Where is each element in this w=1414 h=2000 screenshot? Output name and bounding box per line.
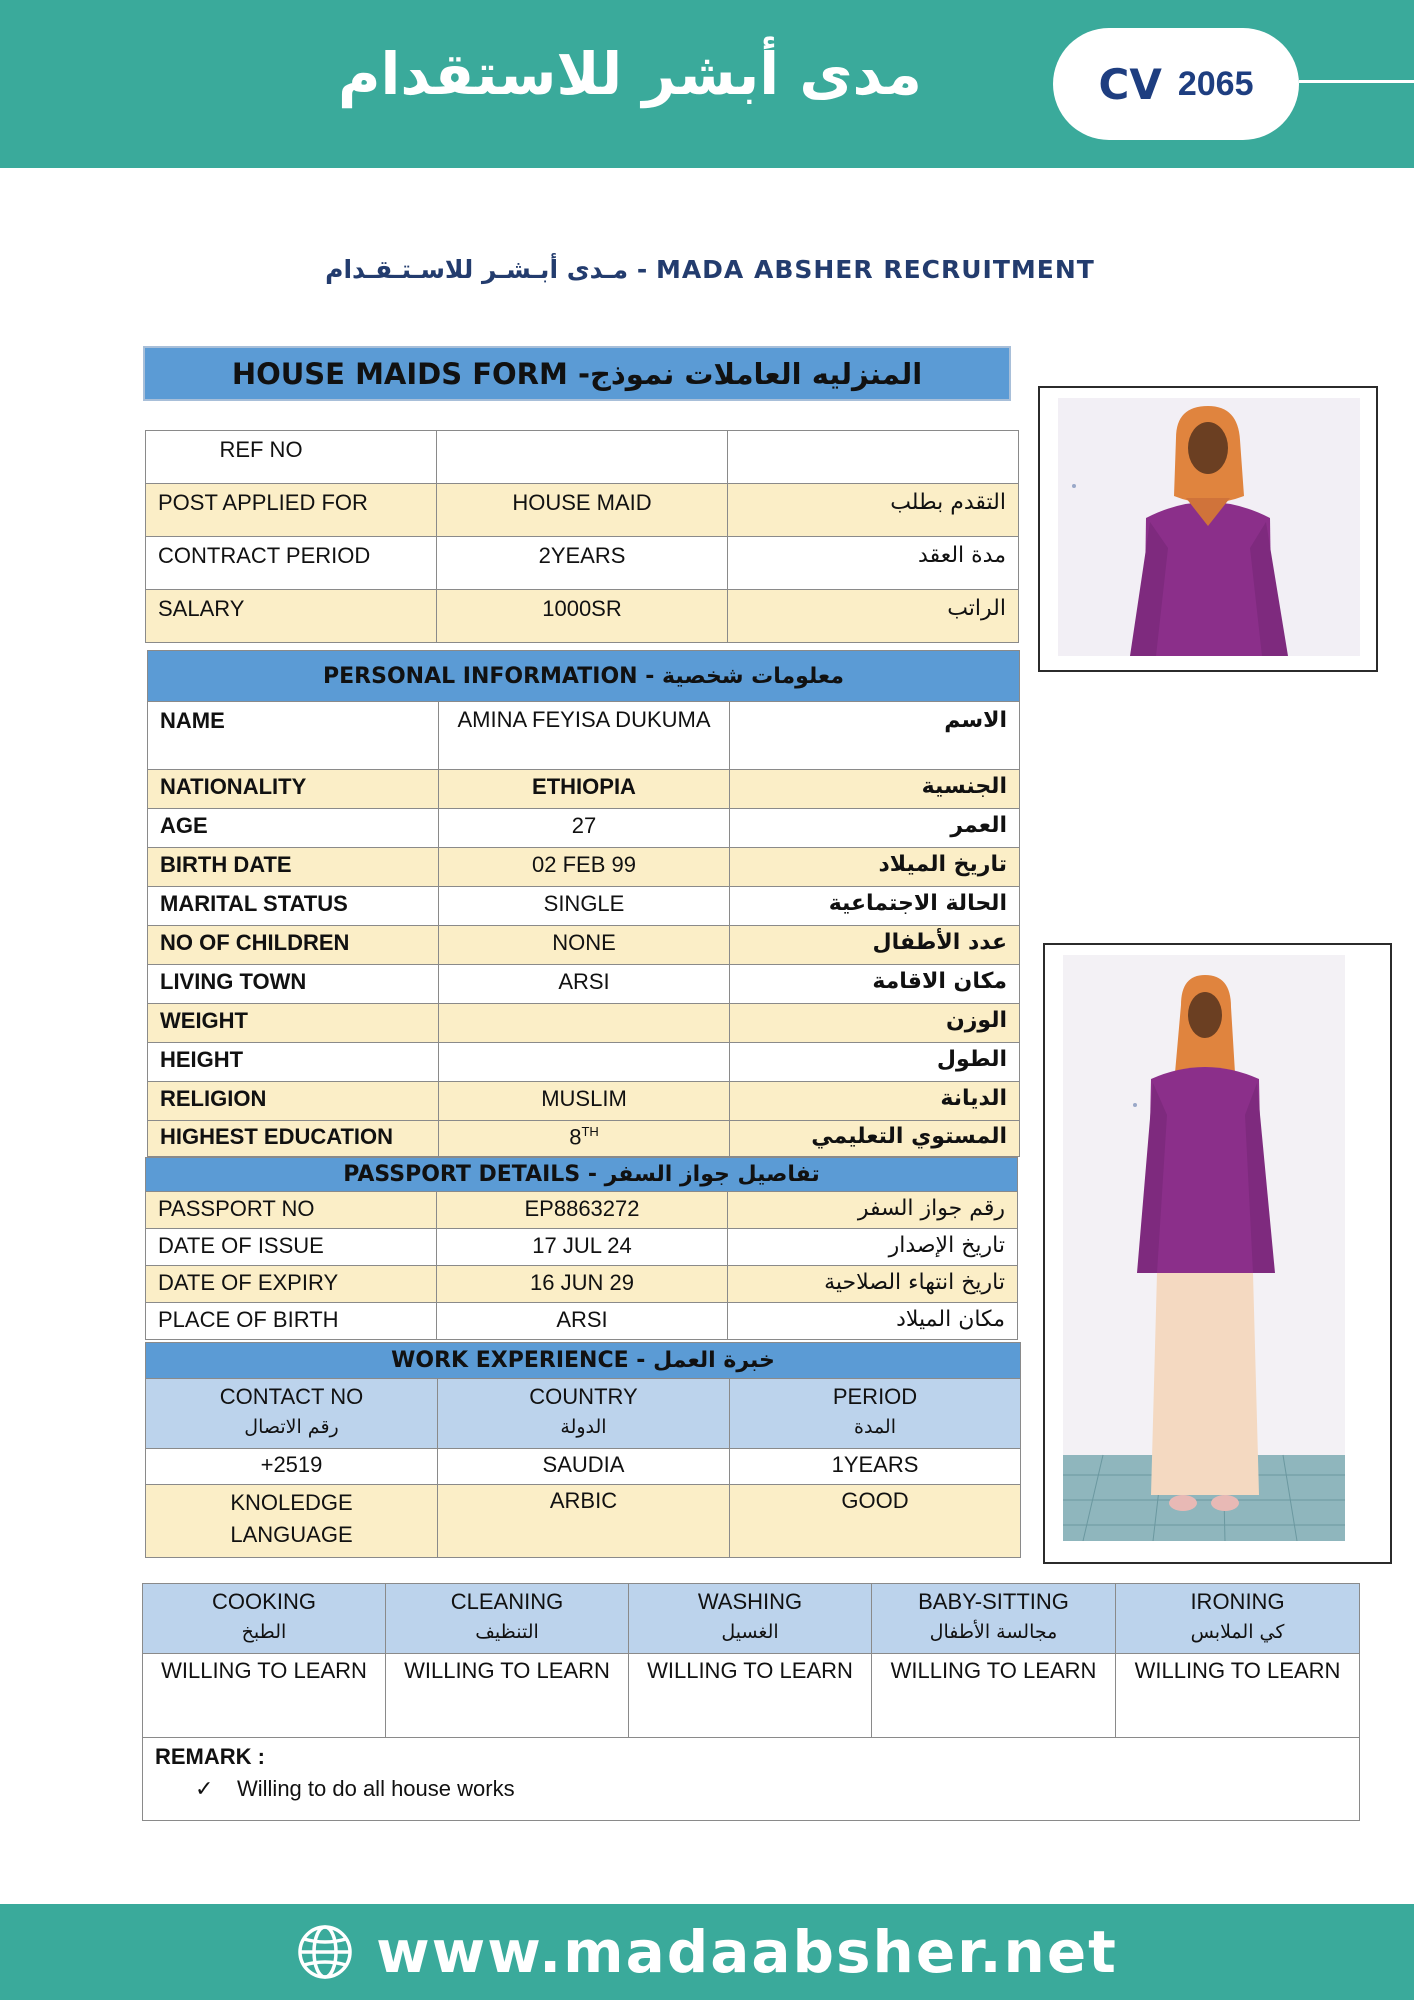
salary-value: 1000SR	[437, 590, 728, 643]
weight-ar: الوزن	[730, 1004, 1020, 1043]
remark-cell	[143, 1738, 1360, 1821]
birth-place-ar: مكان الميلاد	[728, 1303, 1018, 1340]
skill-babysitting-en: BABY-SITTING	[918, 1589, 1069, 1614]
header-divider	[1299, 80, 1414, 83]
issue-date-label: DATE OF ISSUE	[146, 1229, 437, 1266]
issue-date-ar: تاريخ الإصدار	[728, 1229, 1018, 1266]
skill-ironing-header	[1116, 1584, 1360, 1654]
name-value: AMINA FEYISA DUKUMA	[439, 702, 730, 770]
col-country-ar: الدولة	[560, 1416, 607, 1438]
skill-babysitting-ar: مجالسة الأطفال	[929, 1621, 1058, 1643]
children-label: NO OF CHILDREN	[148, 926, 439, 965]
nationality-label: NATIONALITY	[148, 770, 439, 809]
nationality-ar: الجنسية	[730, 770, 1020, 809]
marital-status-ar: الحالة الاجتماعية	[730, 887, 1020, 926]
full-body-figure	[1063, 955, 1345, 1541]
table-row	[148, 702, 1020, 770]
table-row	[148, 965, 1020, 1004]
work-contact: +2519	[146, 1449, 438, 1485]
age-label: AGE	[148, 809, 439, 848]
col-contact	[146, 1379, 438, 1449]
marital-status-value: SINGLE	[439, 887, 730, 926]
skill-cleaning-en: CLEANING	[450, 1589, 564, 1614]
height-value	[439, 1043, 730, 1082]
ref-no-ar	[728, 431, 1019, 484]
cv-label: CV	[1098, 59, 1162, 109]
ref-no-value	[437, 431, 728, 484]
children-value: NONE	[439, 926, 730, 965]
brand-title: مدى أبشر للاستقدام	[338, 40, 922, 108]
education-label: HIGHEST EDUCATION	[148, 1121, 439, 1157]
post-ar: التقدم بطلب	[728, 484, 1019, 537]
table-row	[148, 1043, 1020, 1082]
skill-cleaning-ar: التنظيف	[475, 1621, 539, 1643]
skill-cooking-ar: الطبخ	[241, 1621, 287, 1643]
post-label: POST APPLIED FOR	[146, 484, 437, 537]
table-row	[143, 1738, 1360, 1821]
cv-number: 2065	[1177, 64, 1254, 103]
children-ar: عدد الأطفال	[730, 926, 1020, 965]
table-row	[146, 590, 1019, 643]
religion-value: MUSLIM	[439, 1082, 730, 1121]
remark-text: Willing to do all house works	[237, 1776, 515, 1801]
skill-cleaning-status: WILLING TO LEARN	[386, 1654, 629, 1738]
birth-date-ar: تاريخ الميلاد	[730, 848, 1020, 887]
table-row	[148, 926, 1020, 965]
skill-washing-header	[629, 1584, 872, 1654]
birth-place-value: ARSI	[437, 1303, 728, 1340]
skill-washing-status: WILLING TO LEARN	[629, 1654, 872, 1738]
passport-no-label: PASSPORT NO	[146, 1192, 437, 1229]
language-value: ARBIC	[438, 1485, 730, 1558]
col-contact-ar: رقم الاتصال	[244, 1416, 339, 1438]
passport-no-value: EP8863272	[437, 1192, 728, 1229]
marital-status-label: MARITAL STATUS	[148, 887, 439, 926]
table-row	[146, 484, 1019, 537]
remark-item	[155, 1776, 1347, 1802]
portrait-figure	[1058, 398, 1360, 656]
birth-date-value: 02 FEB 99	[439, 848, 730, 887]
table-row	[143, 1584, 1360, 1654]
table-row	[146, 1449, 1021, 1485]
weight-label: WEIGHT	[148, 1004, 439, 1043]
job-table	[145, 430, 1019, 643]
age-value: 27	[439, 809, 730, 848]
col-country	[438, 1379, 730, 1449]
skill-ironing-ar: كي الملابس	[1190, 1621, 1285, 1643]
work-country: SAUDIA	[438, 1449, 730, 1485]
issue-date-value: 17 JUL 24	[437, 1229, 728, 1266]
name-label: NAME	[148, 702, 439, 770]
education-value-sup: TH	[581, 1124, 599, 1139]
education-ar: المستوي التعليمي	[730, 1121, 1020, 1157]
col-country-en: COUNTRY	[529, 1384, 638, 1409]
language-label: KNOLEDGE LANGUAGE	[146, 1485, 438, 1558]
portrait-photo	[1038, 386, 1378, 672]
skill-babysitting-status: WILLING TO LEARN	[872, 1654, 1116, 1738]
table-row	[148, 1121, 1020, 1157]
work-experience-table	[145, 1342, 1021, 1558]
religion-label: RELIGION	[148, 1082, 439, 1121]
expiry-date-value: 16 JUN 29	[437, 1266, 728, 1303]
footer-bar	[0, 1904, 1414, 2000]
living-town-ar: مكان الاقامة	[730, 965, 1020, 1004]
skill-cooking-header	[143, 1584, 386, 1654]
table-row	[148, 887, 1020, 926]
skill-cooking-en: COOKING	[212, 1589, 316, 1614]
passport-table	[145, 1157, 1018, 1340]
globe-icon	[296, 1923, 354, 1981]
skill-cooking-status: WILLING TO LEARN	[143, 1654, 386, 1738]
salary-ar: الراتب	[728, 590, 1019, 643]
table-row	[146, 1158, 1018, 1192]
passport-header: PASSPORT DETAILS - تفاصيل جواز السفر	[146, 1158, 1018, 1192]
ref-no-label: REF NO	[146, 431, 437, 484]
table-row	[146, 1229, 1018, 1266]
table-row	[143, 1654, 1360, 1738]
subtitle-ar: مـدى أبـشـر للاسـتـقـدام	[325, 255, 629, 284]
skill-babysitting-header	[872, 1584, 1116, 1654]
language-level: GOOD	[730, 1485, 1021, 1558]
skill-washing-ar: الغسيل	[721, 1621, 779, 1643]
table-row	[146, 1303, 1018, 1340]
contract-value: 2YEARS	[437, 537, 728, 590]
website-link[interactable]: www.madaabsher.net	[376, 1918, 1118, 1986]
table-row	[146, 1485, 1021, 1558]
col-period	[730, 1379, 1021, 1449]
table-row	[148, 809, 1020, 848]
remark-label: REMARK :	[155, 1744, 265, 1769]
name-ar: الاسم	[730, 702, 1020, 770]
table-row	[148, 770, 1020, 809]
salary-label: SALARY	[146, 590, 437, 643]
table-row	[148, 1004, 1020, 1043]
contract-label: CONTRACT PERIOD	[146, 537, 437, 590]
subtitle-en: MADA ABSHER RECRUITMENT	[655, 255, 1095, 284]
col-contact-en: CONTACT NO	[219, 1384, 364, 1409]
work-header: WORK EXPERIENCE - خبرة العمل	[146, 1343, 1021, 1379]
education-value-num: 8	[569, 1124, 582, 1150]
header-bar	[0, 0, 1414, 168]
cv-badge	[1053, 28, 1299, 140]
table-row	[146, 431, 1019, 484]
col-period-ar: المدة	[854, 1416, 896, 1438]
age-ar: العمر	[730, 809, 1020, 848]
expiry-date-label: DATE OF EXPIRY	[146, 1266, 437, 1303]
table-row	[146, 1266, 1018, 1303]
form-title: HOUSE MAIDS FORM -المنزليه العاملات نموذج	[143, 346, 1011, 401]
skill-ironing-en: IRONING	[1190, 1589, 1285, 1614]
height-ar: الطول	[730, 1043, 1020, 1082]
expiry-date-ar: تاريخ انتهاء الصلاحية	[728, 1266, 1018, 1303]
birth-date-label: BIRTH DATE	[148, 848, 439, 887]
table-row	[148, 848, 1020, 887]
nationality-value: ETHIOPIA	[439, 770, 730, 809]
check-icon: ✓	[195, 1776, 214, 1801]
living-town-value: ARSI	[439, 965, 730, 1004]
skill-washing-en: WASHING	[697, 1589, 803, 1614]
skill-cleaning-header	[386, 1584, 629, 1654]
skill-ironing-status: WILLING TO LEARN	[1116, 1654, 1360, 1738]
education-value	[439, 1121, 730, 1157]
personal-info-header: PERSONAL INFORMATION - معلومات شخصية	[148, 651, 1020, 702]
table-row	[146, 1343, 1021, 1379]
table-row	[148, 1082, 1020, 1121]
passport-no-ar: رقم جواز السفر	[728, 1192, 1018, 1229]
skills-table	[142, 1583, 1360, 1821]
agency-subtitle	[160, 255, 1260, 284]
subtitle-sep: -	[636, 255, 648, 284]
weight-value	[439, 1004, 730, 1043]
table-row	[146, 537, 1019, 590]
personal-info-table	[147, 650, 1020, 1157]
table-row	[146, 1192, 1018, 1229]
work-period: 1YEARS	[730, 1449, 1021, 1485]
contract-ar: مدة العقد	[728, 537, 1019, 590]
living-town-label: LIVING TOWN	[148, 965, 439, 1004]
height-label: HEIGHT	[148, 1043, 439, 1082]
post-value: HOUSE MAID	[437, 484, 728, 537]
birth-place-label: PLACE OF BIRTH	[146, 1303, 437, 1340]
table-row	[146, 1379, 1021, 1449]
religion-ar: الديانة	[730, 1082, 1020, 1121]
table-row	[148, 651, 1020, 702]
full-body-photo	[1043, 943, 1392, 1564]
col-period-en: PERIOD	[832, 1384, 918, 1409]
